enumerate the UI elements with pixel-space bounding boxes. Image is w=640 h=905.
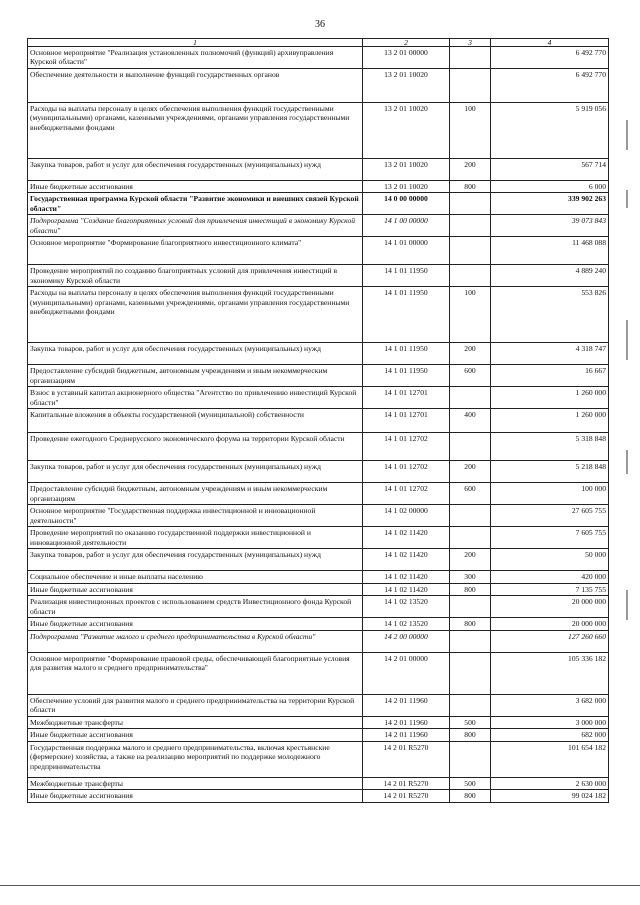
row-name: Расходы на выплаты персоналу в целях обеспечения выполнения функций государственными (муниципальными) органами, казенными учреждениями, органами управления государственными внебюджетными фондами — [28, 287, 363, 343]
row-name: Реализация инвестиционных проектов с использованием средств Инвестиционного фонда Курской области — [28, 596, 363, 618]
row-name: Межбюджетные трансферты — [28, 777, 363, 789]
row-name: Проведение ежегодного Среднерусского экономического форума на территории Курской области — [28, 433, 363, 461]
table-row — [28, 103, 609, 159]
row-amount: 20 000 000 — [491, 596, 609, 618]
row-code: 14 1 01 11950 — [363, 365, 450, 387]
row-expense-type: 800 — [450, 583, 491, 595]
row-code: 14 1 00 00000 — [363, 215, 450, 237]
table-row — [28, 343, 609, 365]
row-amount: 420 000 — [491, 571, 609, 583]
header-col-4: 4 — [491, 39, 609, 47]
row-expense-type: 200 — [450, 159, 491, 181]
row-name: Закупка товаров, работ и услуг для обеспечения государственных (муниципальных) нужд — [28, 461, 363, 483]
row-expense-type: 200 — [450, 461, 491, 483]
row-expense-type: 600 — [450, 483, 491, 505]
row-expense-type — [450, 596, 491, 618]
table-row — [28, 181, 609, 193]
row-name: Основное мероприятие "Государственная поддержка инвестиционной и инновационной деятельности" — [28, 505, 363, 527]
row-amount: 3 000 000 — [491, 716, 609, 728]
table-row — [28, 365, 609, 387]
row-expense-type — [450, 193, 491, 215]
table-row — [28, 571, 609, 583]
row-expense-type — [450, 47, 491, 69]
header-col-1: 1 — [28, 39, 363, 47]
row-code: 14 1 01 12702 — [363, 483, 450, 505]
table-row — [28, 549, 609, 571]
row-expense-type: 600 — [450, 365, 491, 387]
row-amount: 339 902 263 — [491, 193, 609, 215]
row-expense-type: 800 — [450, 618, 491, 630]
table-row — [28, 583, 609, 595]
row-name: Основное мероприятие "Формирование правовой среды, обеспечивающей благоприятные условия для развития малого и среднего предпринимательства" — [28, 652, 363, 694]
row-code: 14 1 01 11950 — [363, 343, 450, 365]
row-expense-type: 400 — [450, 409, 491, 433]
row-amount: 2 630 000 — [491, 777, 609, 789]
row-name: Закупка товаров, работ и услуг для обеспечения государственных (муниципальных) нужд — [28, 343, 363, 365]
row-code: 14 2 01 R5270 — [363, 741, 450, 777]
row-name: Обеспечение деятельности и выполнение функций государственных органов — [28, 69, 363, 103]
row-name: Предоставление субсидий бюджетным, автономным учреждениям и иным некоммерческим организациям — [28, 365, 363, 387]
row-name: Проведение мероприятий по созданию благоприятных условий для привлечения инвестиций в экономику Курской области — [28, 265, 363, 287]
scan-edge-marks — [626, 120, 629, 680]
row-name: Капитальные вложения в объекты государственной (муниципальной) собственности — [28, 409, 363, 433]
row-code: 14 1 02 13520 — [363, 596, 450, 618]
row-name: Иные бюджетные ассигнования — [28, 181, 363, 193]
row-expense-type — [450, 505, 491, 527]
table-row — [28, 790, 609, 802]
row-code: 14 1 01 11950 — [363, 287, 450, 343]
row-code: 14 0 00 00000 — [363, 193, 450, 215]
row-amount: 567 714 — [491, 159, 609, 181]
row-amount: 6 492 770 — [491, 69, 609, 103]
table-row — [28, 47, 609, 69]
row-expense-type: 800 — [450, 181, 491, 193]
row-amount: 553 826 — [491, 287, 609, 343]
row-expense-type — [450, 527, 491, 549]
row-name: Предоставление субсидий бюджетным, автономным учреждениям и иным некоммерческим организациям — [28, 483, 363, 505]
table-header-row — [28, 39, 609, 47]
row-name: Расходы на выплаты персоналу в целях обеспечения выполнения функций государственными (муниципальными) органами, казенными учреждениями, органами управления государственными внебюджетными фондами — [28, 103, 363, 159]
row-name: Основное мероприятие "Реализация установленных полномочий (функций) архивуправления Курской области" — [28, 47, 363, 69]
table-row — [28, 596, 609, 618]
row-name: Государственная программа Курской области "Развитие экономики и внешних связей Курской области" — [28, 193, 363, 215]
row-name: Закупка товаров, работ и услуг для обеспечения государственных (муниципальных) нужд — [28, 159, 363, 181]
table-row — [28, 409, 609, 433]
row-code: 14 1 02 13520 — [363, 618, 450, 630]
table-row — [28, 461, 609, 483]
row-code: 14 1 01 12701 — [363, 409, 450, 433]
row-amount: 101 654 182 — [491, 741, 609, 777]
row-expense-type — [450, 741, 491, 777]
row-amount: 11 468 088 — [491, 237, 609, 265]
row-name: Обеспечение условий для развития малого и среднего предпринимательства на территории Курской области — [28, 694, 363, 716]
row-amount: 4 318 747 — [491, 343, 609, 365]
row-code: 14 2 01 00000 — [363, 652, 450, 694]
table-row — [28, 694, 609, 716]
row-amount: 1 260 000 — [491, 387, 609, 409]
table-row — [28, 69, 609, 103]
row-expense-type: 500 — [450, 777, 491, 789]
row-name: Социальное обеспечение и иные выплаты населению — [28, 571, 363, 583]
table-row — [28, 741, 609, 777]
table-row — [28, 387, 609, 409]
row-name: Закупка товаров, работ и услуг для обеспечения государственных (муниципальных) нужд — [28, 549, 363, 571]
row-expense-type — [450, 630, 491, 652]
row-expense-type — [450, 387, 491, 409]
row-code: 14 1 01 12702 — [363, 461, 450, 483]
row-expense-type — [450, 265, 491, 287]
row-code: 14 1 02 11420 — [363, 549, 450, 571]
row-code: 14 1 01 12702 — [363, 433, 450, 461]
row-amount: 100 000 — [491, 483, 609, 505]
row-expense-type — [450, 694, 491, 716]
row-expense-type: 200 — [450, 343, 491, 365]
row-amount: 5 218 848 — [491, 461, 609, 483]
row-code: 14 2 01 11960 — [363, 729, 450, 741]
row-amount: 5 919 056 — [491, 103, 609, 159]
row-amount: 16 667 — [491, 365, 609, 387]
row-code: 14 2 00 00000 — [363, 630, 450, 652]
table-row — [28, 483, 609, 505]
budget-table — [27, 38, 609, 803]
row-code: 13 2 01 10020 — [363, 181, 450, 193]
row-amount: 127 260 660 — [491, 630, 609, 652]
table-row — [28, 777, 609, 789]
table-row — [28, 215, 609, 237]
table-row — [28, 729, 609, 741]
page-bottom-rule — [0, 885, 640, 886]
table-row — [28, 652, 609, 694]
header-col-2: 2 — [363, 39, 450, 47]
row-expense-type: 200 — [450, 549, 491, 571]
row-expense-type: 100 — [450, 287, 491, 343]
row-code: 14 1 02 11420 — [363, 527, 450, 549]
row-amount: 27 605 755 — [491, 505, 609, 527]
row-expense-type — [450, 69, 491, 103]
row-amount: 1 260 000 — [491, 409, 609, 433]
row-name: Подпрограмма "Создание благоприятных условий для привлечения инвестиций в экономику Курской области" — [28, 215, 363, 237]
row-amount: 6 492 770 — [491, 47, 609, 69]
table-row — [28, 237, 609, 265]
row-code: 13 2 01 10020 — [363, 69, 450, 103]
table-row — [28, 265, 609, 287]
row-name: Подпрограмма "Развитие малого и среднего предпринимательства в Курской области" — [28, 630, 363, 652]
row-expense-type: 800 — [450, 790, 491, 802]
row-expense-type — [450, 215, 491, 237]
table-row — [28, 716, 609, 728]
row-expense-type: 800 — [450, 729, 491, 741]
table-row — [28, 433, 609, 461]
row-amount: 50 000 — [491, 549, 609, 571]
row-amount: 99 024 182 — [491, 790, 609, 802]
row-expense-type — [450, 237, 491, 265]
row-code: 14 1 01 12701 — [363, 387, 450, 409]
row-expense-type: 300 — [450, 571, 491, 583]
row-code: 14 1 01 11950 — [363, 265, 450, 287]
row-name: Иные бюджетные ассигнования — [28, 790, 363, 802]
row-code: 14 2 01 11960 — [363, 716, 450, 728]
table-row — [28, 505, 609, 527]
header-col-3: 3 — [450, 39, 491, 47]
row-amount: 3 682 000 — [491, 694, 609, 716]
row-name: Иные бюджетные ассигнования — [28, 583, 363, 595]
row-code: 14 2 01 R5270 — [363, 777, 450, 789]
row-code: 14 2 01 R5270 — [363, 790, 450, 802]
table-row — [28, 287, 609, 343]
row-expense-type: 100 — [450, 103, 491, 159]
row-amount: 682 000 — [491, 729, 609, 741]
row-code: 13 2 01 10020 — [363, 103, 450, 159]
table-row — [28, 618, 609, 630]
row-code: 14 2 01 11960 — [363, 694, 450, 716]
row-amount: 7 605 755 — [491, 527, 609, 549]
row-amount: 7 135 755 — [491, 583, 609, 595]
row-amount: 39 073 843 — [491, 215, 609, 237]
row-name: Проведение мероприятий по оказанию государственной поддержки инвестиционной и инновационной деятельности — [28, 527, 363, 549]
table-row — [28, 159, 609, 181]
row-code: 13 2 01 10020 — [363, 159, 450, 181]
row-code: 14 1 02 11420 — [363, 583, 450, 595]
row-name: Иные бюджетные ассигнования — [28, 729, 363, 741]
table-row — [28, 630, 609, 652]
row-code: 14 1 02 00000 — [363, 505, 450, 527]
row-amount: 6 000 — [491, 181, 609, 193]
row-expense-type: 500 — [450, 716, 491, 728]
row-amount: 4 889 240 — [491, 265, 609, 287]
row-code: 13 2 01 00000 — [363, 47, 450, 69]
row-name: Основное мероприятие "Формирование благоприятного инвестиционного климата" — [28, 237, 363, 265]
row-expense-type — [450, 433, 491, 461]
row-amount: 105 336 182 — [491, 652, 609, 694]
page-number: 36 — [315, 19, 325, 30]
row-amount: 20 000 000 — [491, 618, 609, 630]
row-amount: 5 318 848 — [491, 433, 609, 461]
row-code: 14 1 01 00000 — [363, 237, 450, 265]
row-name: Взнос в уставный капитал акционерного общества "Агентство по привлечению инвестиций Курской области" — [28, 387, 363, 409]
row-code: 14 1 02 11420 — [363, 571, 450, 583]
table-row — [28, 193, 609, 215]
row-name: Иные бюджетные ассигнования — [28, 618, 363, 630]
row-name: Государственная поддержка малого и среднего предпринимательства, включая крестьянские (фермерские) хозяйства, а также на реализацию мероприятий по поддержке молодежного предпринимательства — [28, 741, 363, 777]
row-expense-type — [450, 652, 491, 694]
row-name: Межбюджетные трансферты — [28, 716, 363, 728]
table-row — [28, 527, 609, 549]
